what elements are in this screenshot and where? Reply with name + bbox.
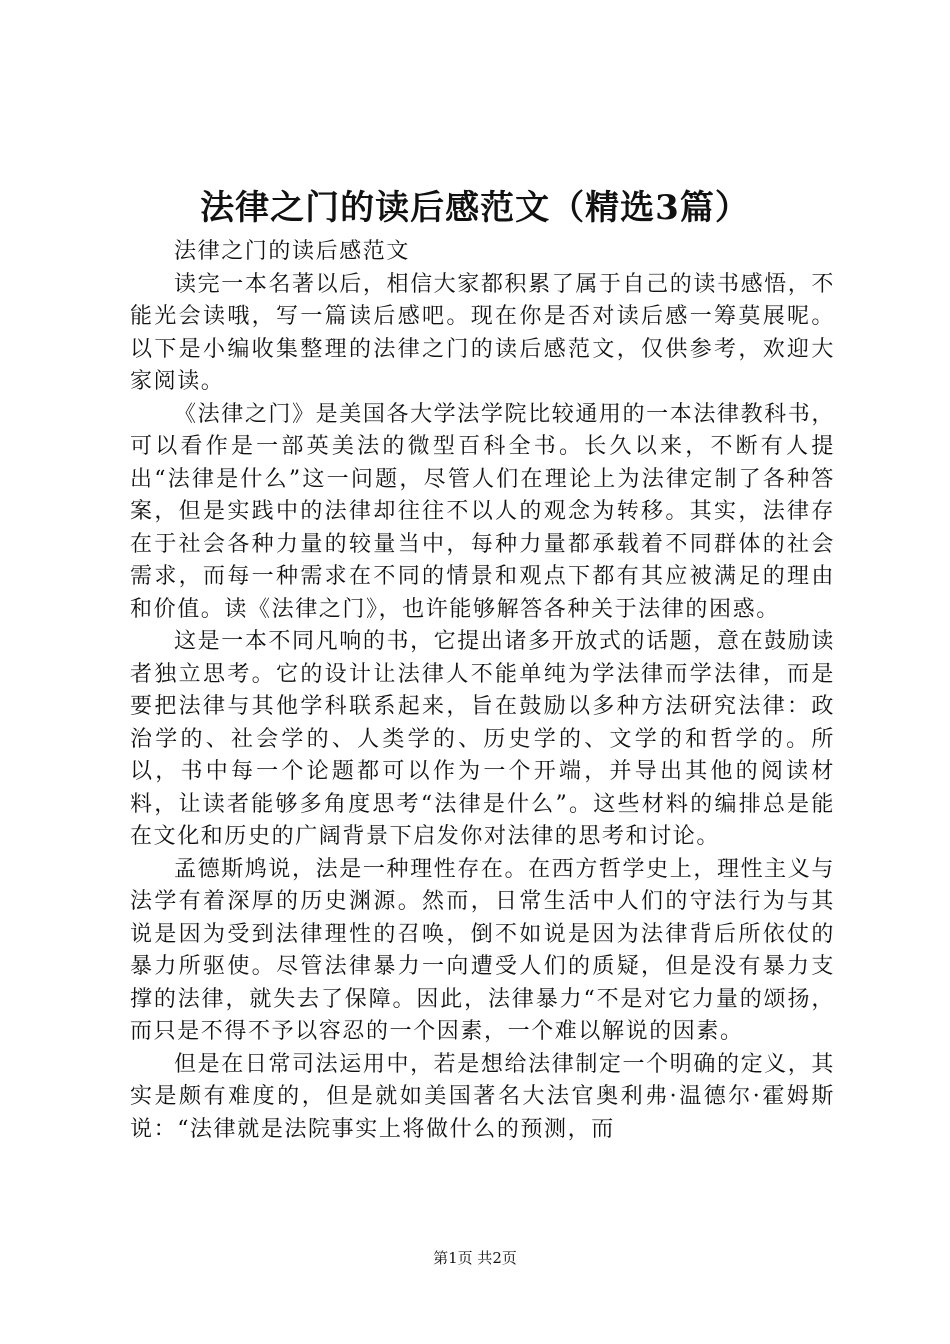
- document-title: 法律之门的读后感范文（精选3篇）: [200, 188, 750, 228]
- body-paragraph: 但是在日常司法运用中，若是想给法律制定一个明确的定义，其实是颇有难度的，但是就如美国著名大法官奥利弗·温德尔·霍姆斯说：“法律就是法院事实上将做什么的预测，而: [130, 1051, 835, 1142]
- subheading-paragraph: 法律之门的读后感范文: [174, 239, 411, 264]
- body-paragraph: 读完一本名著以后，相信大家都积累了属于自己的读书感悟，不能光会读哦，写一篇读后感吧。现在你是否对读后感一筹莫展呢。以下是小编收集整理的法律之门的读后感范文，仅供参考，欢迎大家阅读。: [130, 271, 835, 394]
- page-footer: 第1页 共2页: [433, 1249, 517, 1267]
- document-body: [130, 236, 835, 1146]
- body-paragraph: 孟德斯鸠说，法是一种理性存在。在西方哲学史上，理性主义与法学有着深厚的历史渊源。然而，日常生活中人们的守法行为与其说是因为受到法律理性的召唤，倒不如说是因为法律背后所依仗的暴力所驱使。尽管法律暴力一向遭受人们的质疑，但是没有暴力支撑的法律，就失去了保障。因此，法律暴力“不是对它力量的颂扬，而只是不得不予以容忍的一个因素，一个难以解说的因素。: [130, 856, 835, 1044]
- body-paragraph: 《法律之门》是美国各大学法学院比较通用的一本法律教科书，可以看作是一部英美法的微型百科全书。长久以来，不断有人提出“法律是什么”这一问题，尽管人们在理论上为法律定制了各种答案，但是实践中的法律却往往不以人的观念为转移。其实，法律存在于社会各种力量的较量当中，每种力量都承载着不同群体的社会需求，而每一种需求在不同的情景和观点下都有其应被满足的理由和价值。读《法律之门》，也许能够解答各种关于法律的困惑。: [130, 401, 835, 622]
- body-paragraph: 这是一本不同凡响的书，它提出诸多开放式的话题，意在鼓励读者独立思考。它的设计让法律人不能单纯为学法律而学法律，而是要把法律与其他学科联系起来，旨在鼓励以多种方法研究法律：政治学的、社会学的、人类学的、历史学的、文学的和哲学的。所以，书中每一个论题都可以作为一个开端，并导出其他的阅读材料，让读者能够多角度思考“法律是什么”。这些材料的编排总是能在文化和历史的广阔背景下启发你对法律的思考和讨论。: [130, 629, 835, 849]
